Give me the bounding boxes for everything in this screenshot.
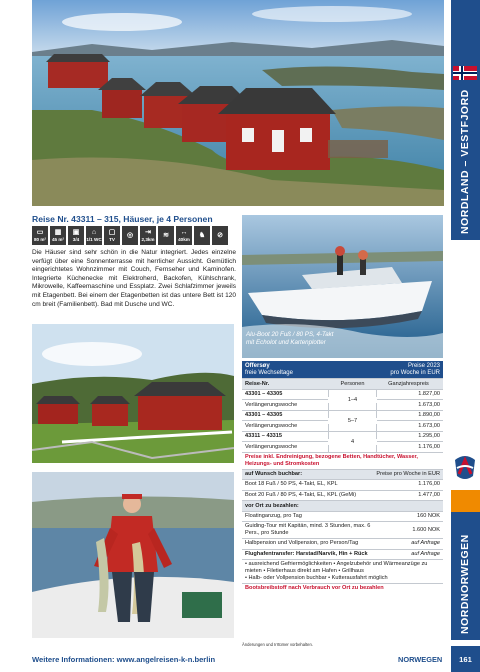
footer-region: NORWEGEN xyxy=(398,655,443,664)
boat-caption: Alu-Boot 20 Fuß / 80 PS, 4-Takt mit Echolot und Kartenplotter xyxy=(246,331,334,346)
cabins-side-photo xyxy=(32,324,234,463)
bookable-header: auf Wunsch buchbar: Preise pro Woche in EUR xyxy=(242,470,443,481)
tv-icon: ▢ TV xyxy=(104,226,120,245)
table-row: 43301 – 43305 1.890,00 xyxy=(242,411,443,422)
washer-icon: ◎ xyxy=(122,226,138,245)
listing-description: Die Häuser sind sehr schön in die Natur integriert. Jedes einzelne verfügt über eine Sonnenterrasse mit herrlicher Aussicht. Gemütlich eingerichtetes Wohnzimmer mit Couch, Fernseher und Kaminofen. Integrierte Küchenecke mit Elektroherd, Backofen, Kühlschrank, Mikrowelle, Kaffeemaschine und Essplatz. Zwei Schlafzimmer jeweils mit Etagenbett. Bei einem der Etagenbetten ist das untere Bett ist 120 cm breit (Familienbett). Bad mit Dusche und WC. xyxy=(32,249,236,308)
table-row: Verlängerungswoche 1.176,00 xyxy=(242,442,443,453)
persons-cell: 4 xyxy=(328,439,377,445)
rooms-icon: ▣ 3/4 xyxy=(68,226,84,245)
bookable-list xyxy=(242,480,443,501)
no-smoking-icon: ⊘ xyxy=(212,226,228,245)
persons-cell: 1–4 xyxy=(328,397,377,403)
dog-icon: ♞ xyxy=(194,226,210,245)
bath-icon: ⌂ 1/1 WC xyxy=(86,226,102,245)
page-number: 161 xyxy=(451,646,480,672)
sidebar-region-top xyxy=(451,0,480,240)
sidebar-accent xyxy=(451,490,480,512)
bookable-row: Boot 20 Fuß / 80 PS, 4-Takt, EL, KPL (GeMi) 1.477,00 xyxy=(242,491,443,502)
table-header: Offersøy freie Wechseltage Preise 2023 pro Woche in EUR xyxy=(242,361,443,379)
km-icon: ↔ 40km xyxy=(176,226,192,245)
bookable-row: Boot 18 Fuß / 50 PS, 4-Takt, EL, KPL 1.176,00 xyxy=(242,480,443,491)
sidebar-label-top: NORDLAND – VESTFJORD xyxy=(459,89,471,234)
persons-cell: 5–7 xyxy=(328,418,377,424)
price-rows xyxy=(242,390,443,453)
wifi-icon: ≋ xyxy=(158,226,174,245)
fisherman-photo xyxy=(32,472,234,638)
local-cost-row: Guiding-Tour mit Kapitän, mind. 3 Stunden, max. 6 Pers., pro Stunde 1.600 NOK xyxy=(242,522,443,539)
price-table xyxy=(242,361,443,593)
listing-title: Reise Nr. 43311 – 315, Häuser, je 4 Personen xyxy=(32,214,213,224)
table-row: Verlängerungswoche 1.673,00 xyxy=(242,400,443,411)
amenity-bullets: • ausreichend Gefriermöglichkeiten • Angelzubehör und Wärmeanzüge zu mieten • Filetierhaus direkt am Hafen • Grillhaus • Halb- oder Vollpension buchbar • Kutterausfahrt möglich xyxy=(242,560,443,584)
cabins-hero-photo xyxy=(32,0,444,206)
sidebar-label-bottom: NORDNORWEGEN xyxy=(459,534,471,634)
table-row: 43301 – 43305 1.827,00 xyxy=(242,390,443,401)
norway-flag-icon xyxy=(453,66,477,80)
area-icon: ▭ 80 m² xyxy=(32,226,48,245)
local-list xyxy=(242,512,443,561)
disclaimer-note: Änderungen und Irrtümer vorbehalten. xyxy=(242,642,313,647)
table-column-headers: Reise-Nr. Personen Ganzjahrespreis xyxy=(242,379,443,390)
amenity-icons xyxy=(32,226,228,245)
plot-icon: ▦ 45 m² xyxy=(50,226,66,245)
footer-url: Weitere Informationen: www.angelreisen-k-n.berlin xyxy=(32,655,216,664)
motorboat-photo xyxy=(242,215,443,358)
table-row: Verlängerungswoche 1.673,00 xyxy=(242,421,443,432)
local-header: vor Ort zu bezahlen: xyxy=(242,501,443,512)
sidebar-region-bottom xyxy=(451,512,480,640)
agency-logo-icon xyxy=(453,454,477,482)
sidebar-blank xyxy=(451,240,480,490)
distance-icon: ⇥ 2,3km xyxy=(140,226,156,245)
local-cost-row: Flughafentransfer: Harstad/Narvik, Hin + Rück auf Anfrage xyxy=(242,550,443,561)
table-row: 43311 – 43315 1.295,00 xyxy=(242,432,443,443)
local-cost-row: Floatinganzug, pro Tag 160 NOK xyxy=(242,512,443,523)
fuel-note: Bootsbreibstoff nach Verbrauch vor Ort zu bezahlen xyxy=(245,585,384,591)
inclusive-note: Preise inkl. Endreinigung, bezogene Betten, Handtücher, Wasser, Heizungs- und Stromkosten xyxy=(242,453,443,470)
local-cost-row: Halbpension und Vollpension, pro Person/Tag auf Anfrage xyxy=(242,539,443,550)
